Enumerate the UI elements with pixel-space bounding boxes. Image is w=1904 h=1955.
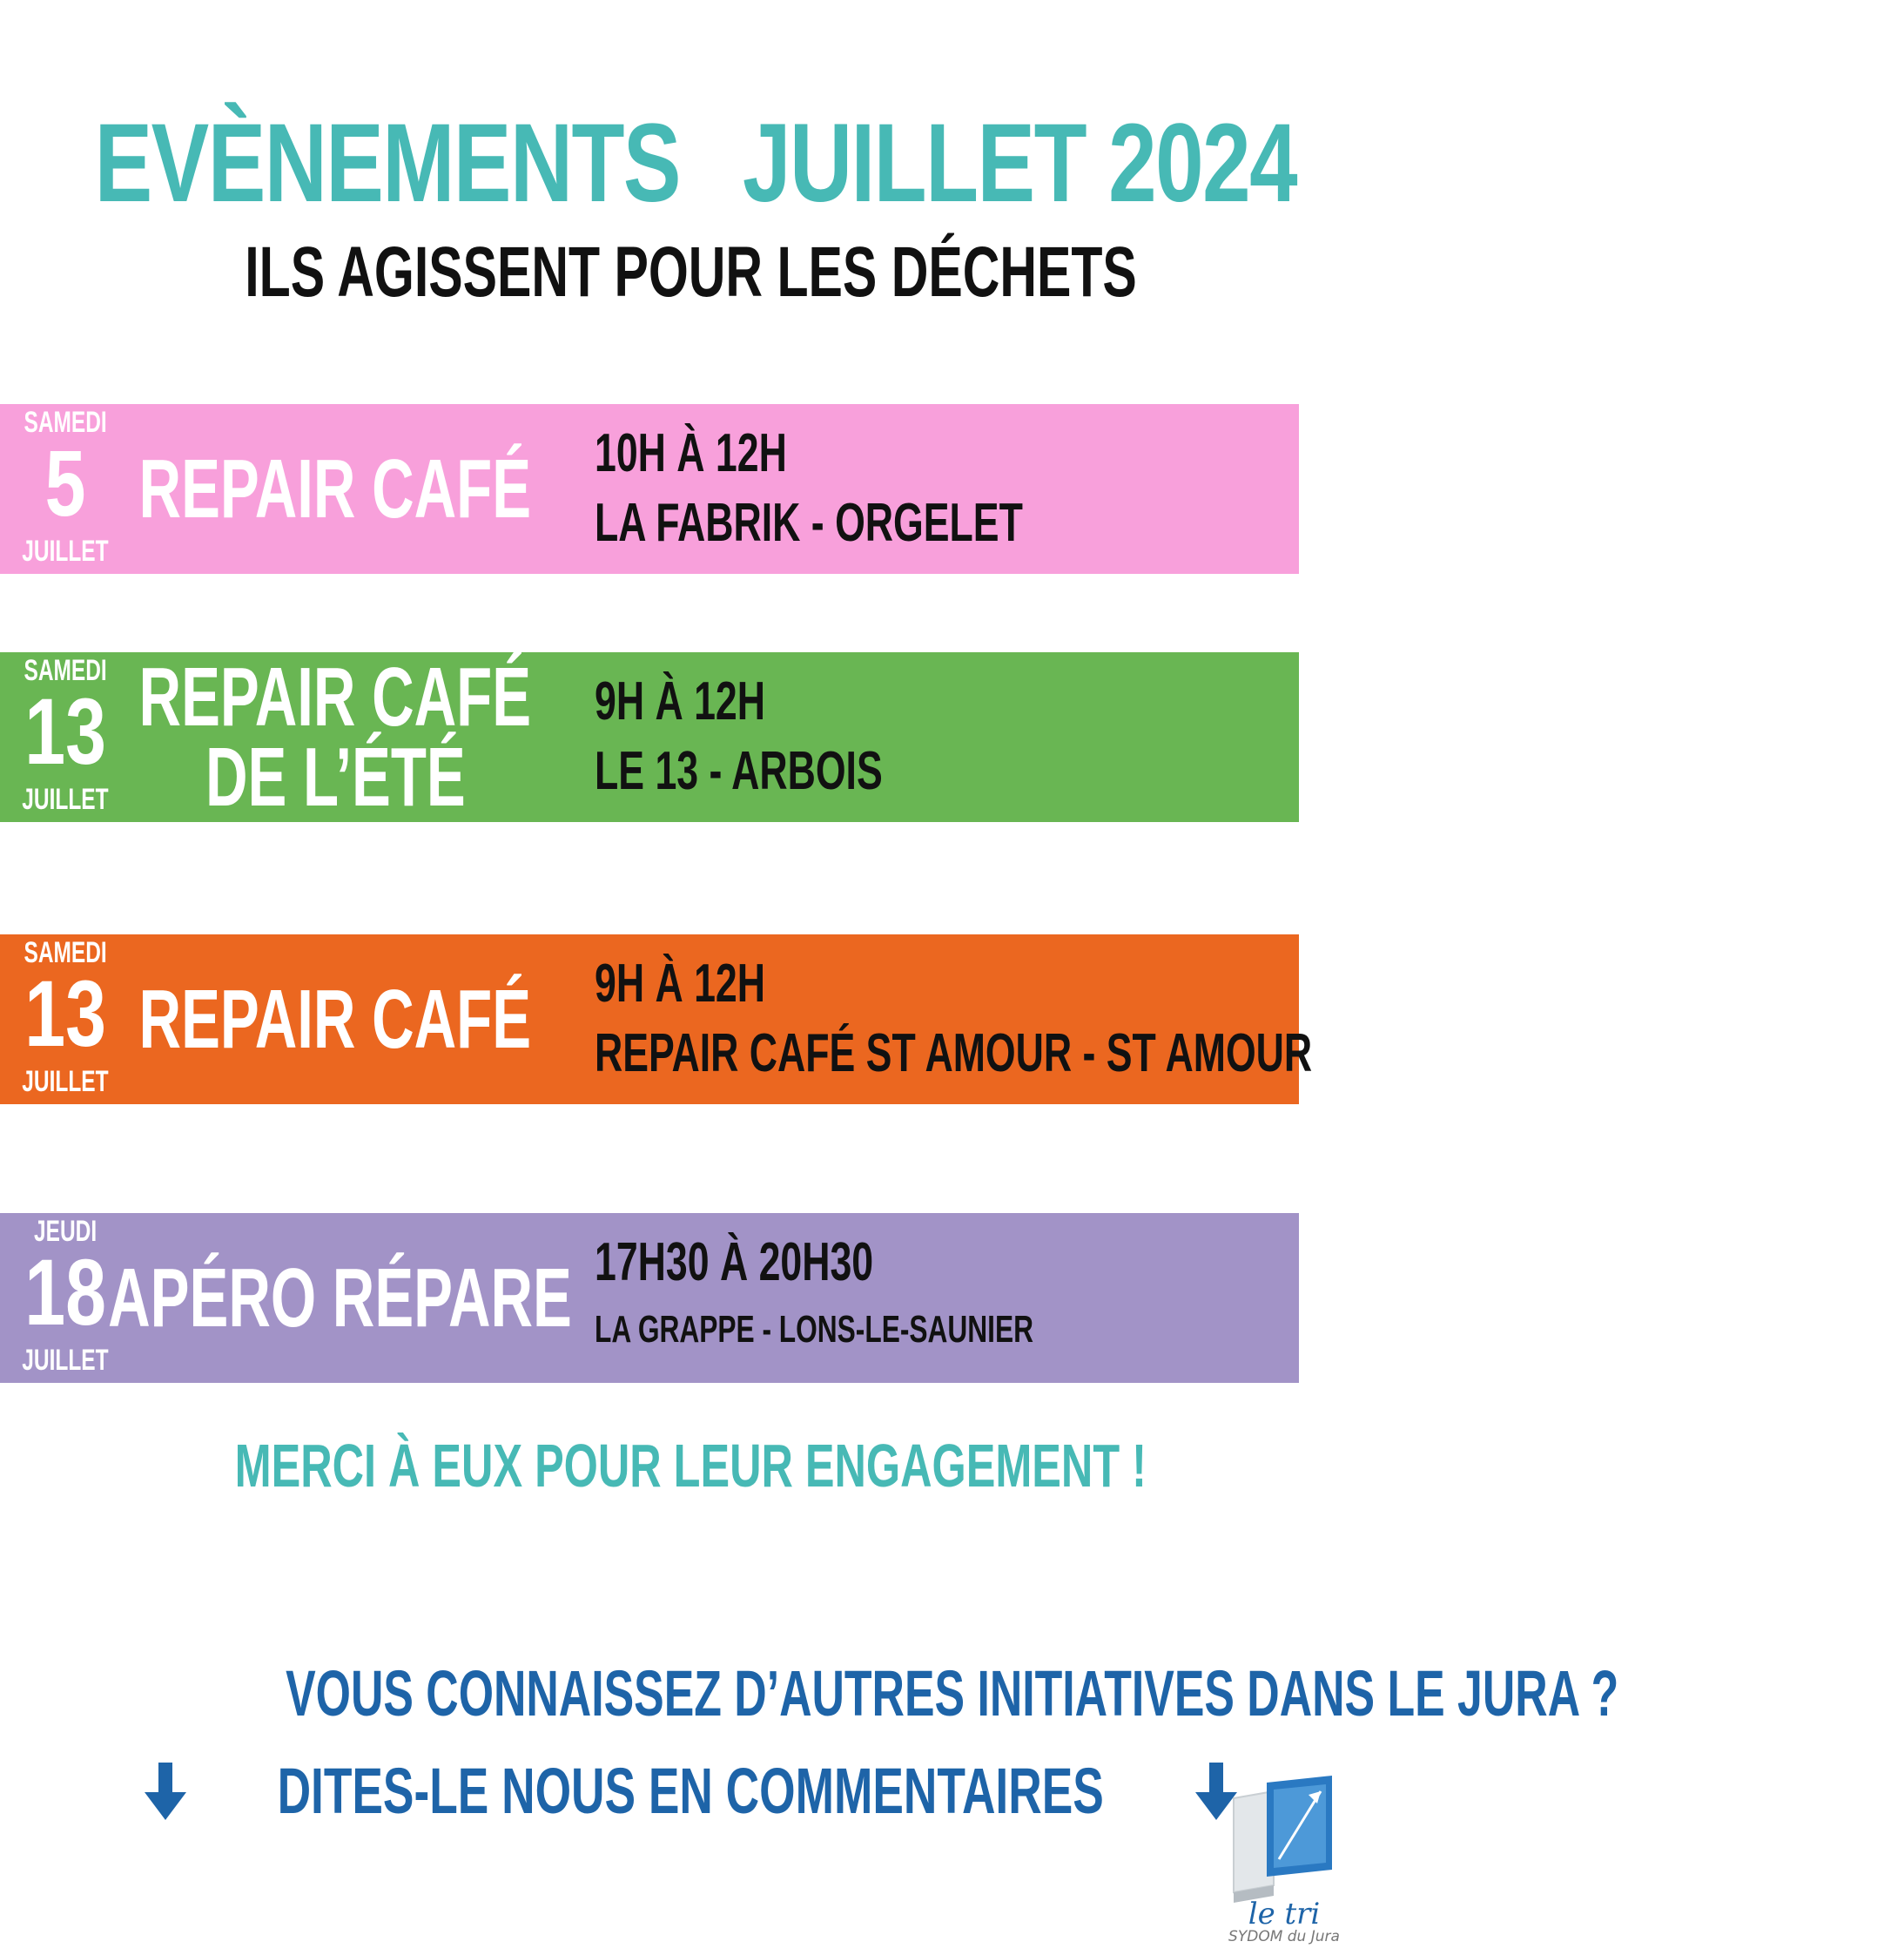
cta-action-text: DITES-LE NOUS EN COMMENTAIRES: [277, 1755, 1105, 1827]
event-time: 10H À 12H: [595, 423, 787, 483]
day-name: SAMEDI: [24, 406, 107, 439]
event-info: [595, 652, 1291, 822]
event-title: APÉRO RÉPARE: [107, 1251, 572, 1345]
logo-subtitle: SYDOM du Jura: [1228, 1928, 1340, 1945]
page-header: [0, 103, 1382, 225]
day-name: JEUDI: [33, 1215, 98, 1248]
event-date: [0, 934, 131, 1104]
event-time: 17H30 À 20H30: [595, 1232, 874, 1292]
event-band-4: [0, 1213, 1299, 1383]
day-number: 13: [24, 678, 106, 784]
event-title-line1: REPAIR CAFÉ: [138, 651, 532, 745]
logo-name: le tri: [1248, 1897, 1321, 1931]
month-name: JUILLET: [22, 783, 109, 816]
day-name: SAMEDI: [24, 936, 107, 969]
day-number: 18: [24, 1239, 106, 1345]
thanks-message: MERCI À EUX POUR LEUR ENGAGEMENT !: [234, 1432, 1147, 1500]
month-name: JUILLET: [22, 535, 109, 568]
day-number: 13: [24, 961, 106, 1066]
event-place: LA GRAPPE - LONS-LE-SAUNIER: [595, 1308, 1033, 1351]
event-date: [0, 404, 131, 574]
event-place: LA FABRIK - ORGELET: [595, 493, 1023, 553]
event-place: REPAIR CAFÉ ST AMOUR - ST AMOUR: [595, 1023, 1313, 1083]
page-title-right: JUILLET 2024: [742, 101, 1296, 226]
month-name: JUILLET: [22, 1344, 109, 1377]
event-info: [595, 934, 1313, 1104]
event-title: [131, 652, 540, 822]
event-title-line2: DE L’ÉTÉ: [205, 730, 466, 824]
month-name: JUILLET: [22, 1065, 109, 1098]
event-time: 9H À 12H: [595, 954, 765, 1014]
page-subtitle: ILS AGISSENT POUR LES DÉCHETS: [245, 233, 1137, 312]
arrow-down-icon: [141, 1761, 190, 1822]
event-band-2: [0, 652, 1299, 822]
cta-action: [0, 1755, 1382, 1827]
event-time: 9H À 12H: [595, 671, 765, 731]
event-info: [595, 1213, 1291, 1383]
event-title: REPAIR CAFÉ: [138, 442, 532, 536]
day-name: SAMEDI: [24, 654, 107, 687]
event-band-1: [0, 404, 1299, 574]
cta-question: VOUS CONNAISSEZ D’AUTRES INITIATIVES DANS LE JURA ?: [286, 1657, 1619, 1729]
page-title-left: EVÈNEMENTS: [94, 101, 680, 226]
day-number: 5: [44, 430, 86, 536]
event-title: REPAIR CAFÉ: [138, 972, 532, 1066]
event-place: LE 13 - ARBOIS: [595, 741, 883, 801]
event-band-3: [0, 934, 1313, 1104]
event-info: [595, 404, 1291, 574]
